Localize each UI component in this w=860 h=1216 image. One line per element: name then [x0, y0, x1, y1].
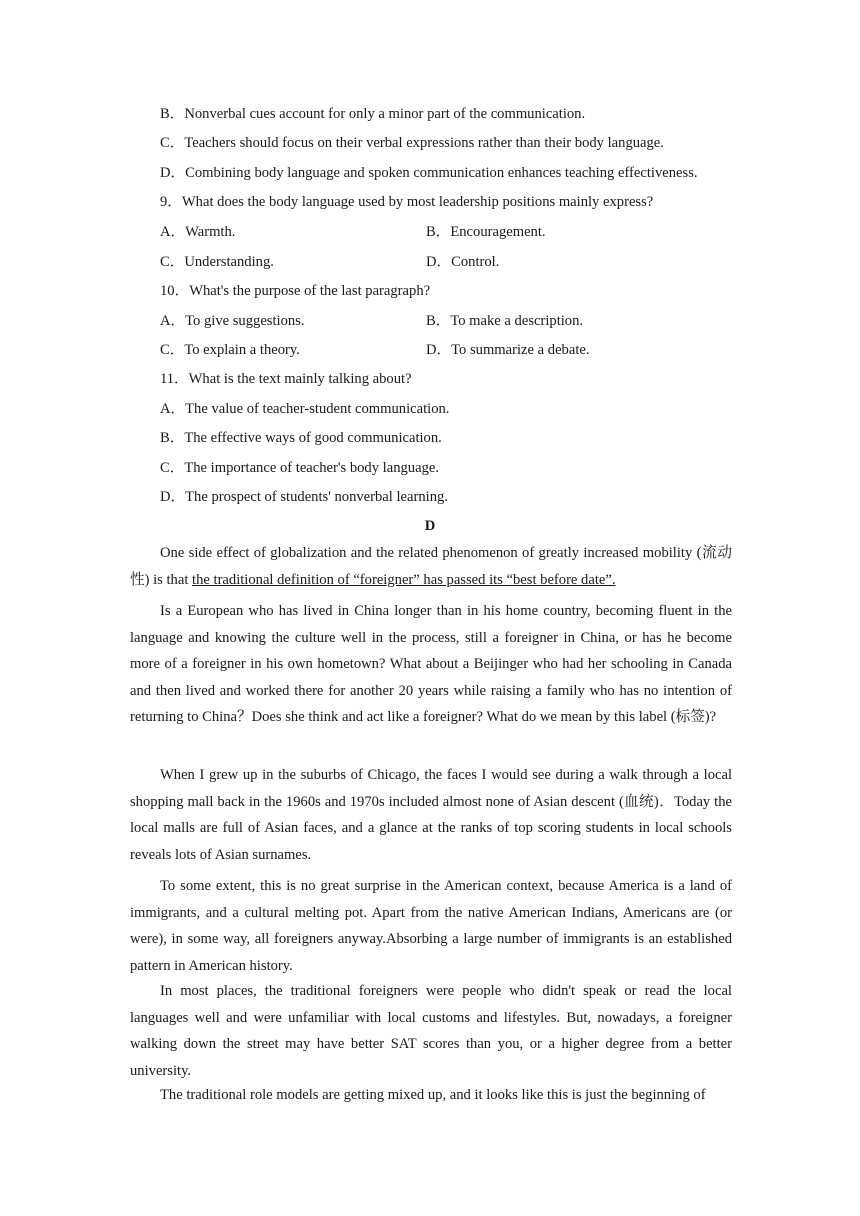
underlined-sentence: the traditional definition of “foreigner” has passed its “best before date”.	[192, 571, 616, 588]
paragraph-4: To some extent, this is no great surprise in the American context, because America is a land of immigrants, and a cultural melting pot. Apart from the native American Indians, Americans are (or were), in some way, all foreigners anyway.Absorbing a large number of immigrants is an established pattern in American history.	[130, 878, 732, 974]
q10-option-a: A．To give suggestions.	[160, 313, 305, 329]
paragraph-3: When I grew up in the suburbs of Chicago, the faces I would see during a walk through a local shopping mall back in the 1960s and 1970s included almost none of Asian descent (血统)．Today the local malls are full of Asian faces, and a glance at the ranks of top scoring students in local schools reveals lots of Asian surnames.	[130, 767, 732, 863]
q10-option-b: B．To make a description.	[426, 313, 584, 329]
q11-option-a: A．The value of teacher-student communication.	[160, 401, 450, 417]
q8-option-b: B．Nonverbal cues account for only a minor part of the communication.	[160, 106, 586, 122]
q11-stem: 11．What is the text mainly talking about?	[160, 371, 412, 387]
paragraph-5: In most places, the traditional foreigners were people who didn't speak or read the local languages well and were unfamiliar with local customs and lifestyles. But, nowadays, a foreigner walking down the street may have better SAT scores than you, or a higher degree from a better university.	[130, 983, 732, 1079]
q9-stem: 9．What does the body language used by most leadership positions mainly express?	[160, 194, 654, 210]
paragraph-1-text: One side effect of globalization and the related phenomenon of greatly increased mobility (流动性) is that	[130, 545, 732, 588]
q10-option-d: D．To summarize a debate.	[426, 342, 590, 358]
q11-option-d: D．The prospect of students' nonverbal learning.	[160, 489, 448, 505]
paragraph-6: The traditional role models are getting mixed up, and it looks like this is just the beginning of	[160, 1087, 706, 1103]
paragraph-1	[130, 540, 732, 593]
q9-option-b: B．Encouragement.	[426, 224, 546, 240]
q11-option-b: B．The effective ways of good communication.	[160, 430, 442, 446]
q9-option-d: D．Control.	[426, 254, 500, 270]
section-title: D	[424, 518, 436, 534]
paragraph-2: Is a European who has lived in China longer than in his home country, becoming fluent in the language and knowing the culture well in the process, still a foreigner in China, or has he become more of a foreigner in his own hometown? What about a Beijinger who had her schooling in Canada and then lived and worked there for another 20 years while raising a family who has no intention of returning to China？Does she think and act like a foreigner? What do we mean by this label (标签)?	[130, 603, 732, 726]
q8-option-c: C．Teachers should focus on their verbal expressions rather than their body language.	[160, 135, 664, 151]
q8-option-d: D．Combining body language and spoken communication enhances teaching effectiveness.	[160, 165, 698, 181]
q10-option-c: C．To explain a theory.	[160, 342, 300, 358]
q11-option-c: C．The importance of teacher's body language.	[160, 460, 439, 476]
q9-option-a: A．Warmth.	[160, 224, 236, 240]
q10-stem: 10．What's the purpose of the last paragraph?	[160, 283, 431, 299]
q9-option-c: C．Understanding.	[160, 254, 274, 270]
